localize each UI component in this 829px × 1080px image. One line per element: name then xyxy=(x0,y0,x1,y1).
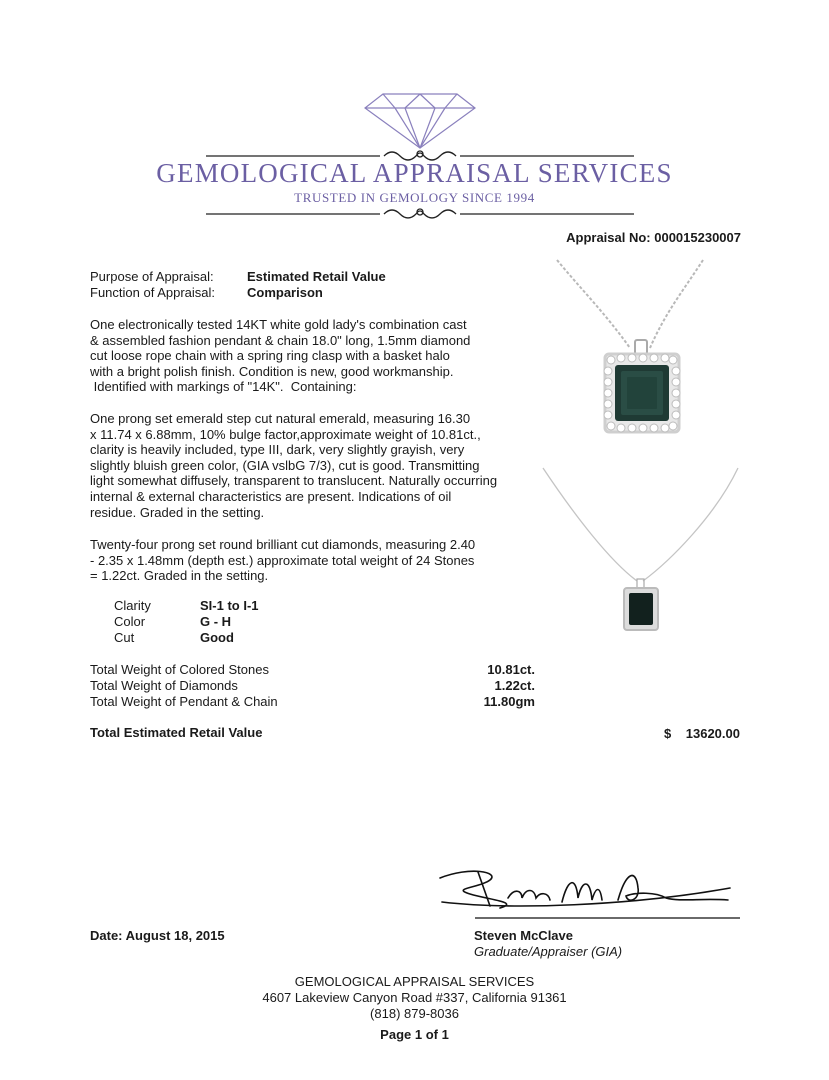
total-label: Total Estimated Retail Value xyxy=(90,725,263,740)
emerald-line: One prong set emerald step cut natural emerald, measuring 16.30 xyxy=(90,411,471,426)
weight-value-diamonds: 1.22ct. xyxy=(494,678,535,693)
emerald-line: internal & external characteristics are present. Indications of oil xyxy=(90,488,452,504)
appraisal-number: Appraisal No: 000015230007 xyxy=(566,230,741,245)
emerald-line: x 11.74 x 6.88mm, 10% bulge factor,approximate weight of 10.81ct., xyxy=(90,426,481,442)
appraiser-name: Steven McClave xyxy=(474,928,573,943)
weight-label-colored-stones: Total Weight of Colored Stones xyxy=(90,662,269,677)
weight-value-colored-stones: 10.81ct. xyxy=(487,662,535,677)
purpose-label: Purpose of Appraisal: xyxy=(90,269,214,284)
item-description xyxy=(90,317,530,395)
purpose-value: Estimated Retail Value xyxy=(247,269,386,284)
weight-value-pendant-chain: 11.80gm xyxy=(483,694,535,709)
description-line: cut loose rope chain with a spring ring clasp with a basket halo xyxy=(90,348,450,364)
emerald-line: slightly bluish green color, (GIA vslbG 7/3), cut is good. Transmitting xyxy=(90,457,480,473)
grade-value-cut: Good xyxy=(200,630,234,645)
diamonds-description xyxy=(90,537,530,584)
pendant-closeup-photo xyxy=(545,258,740,458)
diamonds-line: = 1.22ct. Graded in the setting. xyxy=(90,568,269,584)
appraiser-signature xyxy=(430,858,750,928)
grade-value-clarity: SI-1 to I-1 xyxy=(200,598,259,613)
emerald-description xyxy=(90,411,530,520)
appraisal-date: Date: August 18, 2015 xyxy=(90,928,225,943)
description-line: with a bright polish finish. Condition is new, good workmanship. xyxy=(90,363,454,379)
emerald-line: clarity is heavily included, type III, dark, very slightly grayish, very xyxy=(90,442,465,458)
page-number: Page 1 of 1 xyxy=(380,1027,449,1042)
description-line: Identified with markings of "14K". Containing: xyxy=(90,379,357,395)
description-line: One electronically tested 14KT white gold lady's combination cast xyxy=(90,317,467,332)
function-label: Function of Appraisal: xyxy=(90,285,216,300)
grade-label-color: Color xyxy=(114,614,146,629)
tagline: TRUSTED IN GEMOLOGY SINCE 1994 xyxy=(294,190,535,205)
description-line: & assembled fashion pendant & chain 18.0" long, 1.5mm diamond xyxy=(90,332,471,348)
total-currency: $ xyxy=(664,726,672,741)
footer-phone: (818) 879-8036 xyxy=(370,1006,459,1021)
weight-label-pendant-chain: Total Weight of Pendant & Chain xyxy=(90,694,278,709)
function-value: Comparison xyxy=(247,285,323,300)
emerald-line: residue. Graded in the setting. xyxy=(90,504,265,520)
diamonds-line: Twenty-four prong set round brilliant cut diamonds, measuring 2.40 xyxy=(90,537,476,552)
necklace-full-photo xyxy=(535,466,745,646)
diamonds-line: - 2.35 x 1.48mm (depth est.) approximate total weight of 24 Stones xyxy=(90,552,475,568)
emerald-line: light somewhat diffusely, transparent to translucent. Naturally occurring xyxy=(90,473,498,489)
appraiser-title: Graduate/Appraiser (GIA) xyxy=(474,944,623,959)
weight-label-diamonds: Total Weight of Diamonds xyxy=(90,678,238,693)
footer-company: GEMOLOGICAL APPRAISAL SERVICES xyxy=(294,974,535,989)
grade-label-cut: Cut xyxy=(114,630,135,645)
grade-label-clarity: Clarity xyxy=(114,598,151,613)
grade-value-color: G - H xyxy=(200,614,232,629)
footer-address: 4607 Lakeview Canyon Road #337, California 91361 xyxy=(262,990,567,1005)
total-amount: 13620.00 xyxy=(685,726,740,741)
brand-name: GEMOLOGICAL APPRAISAL SERVICES xyxy=(156,158,673,188)
